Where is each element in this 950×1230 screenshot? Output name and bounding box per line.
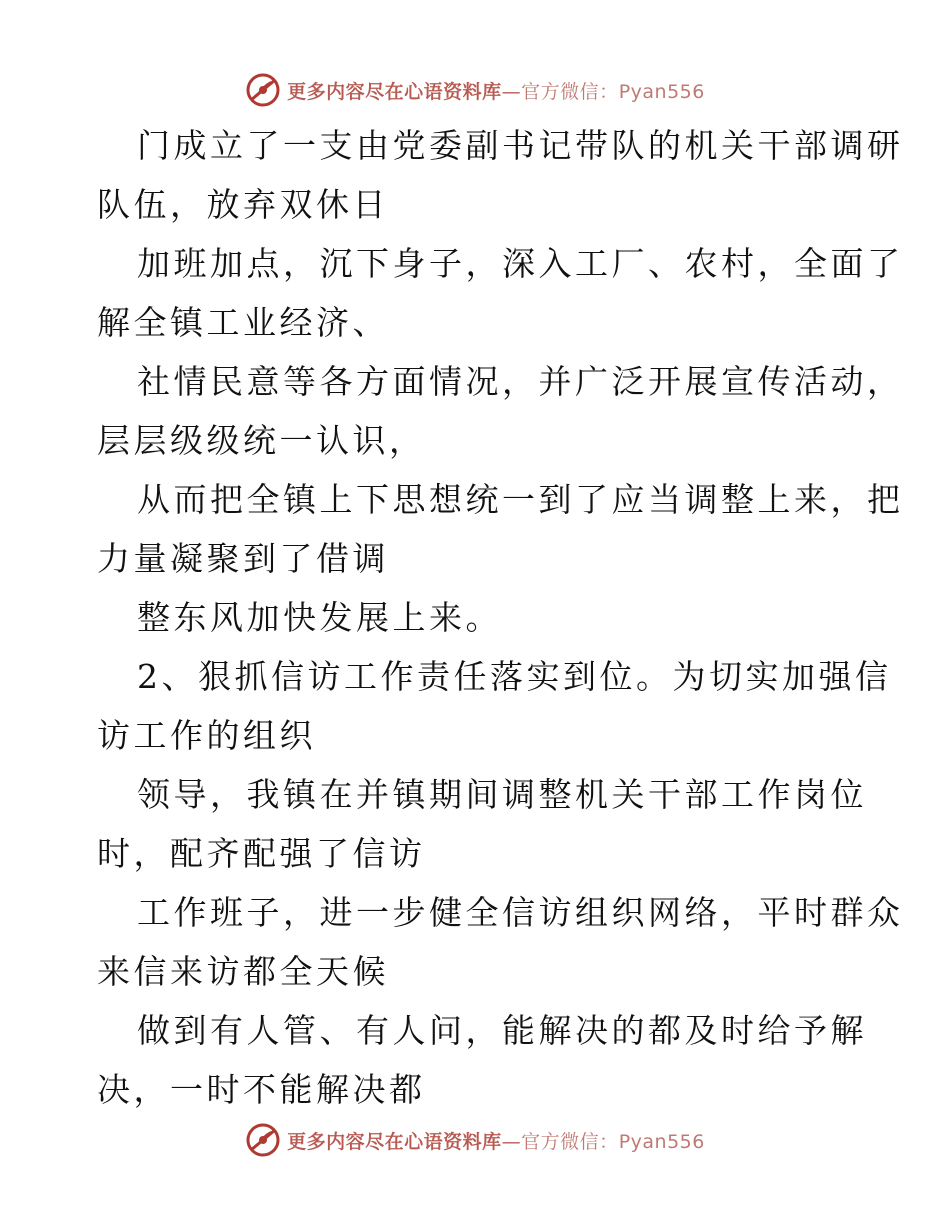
body-line: 社情民意等各方面情况，并广泛开展宣传活动，	[137, 362, 904, 401]
footer-official: 官方微信：	[521, 1130, 619, 1153]
body-line: 来信来访都全天候	[97, 952, 389, 991]
header-handle: Pyan556	[618, 80, 705, 103]
body-line: 加班加点，沉下身子，深入工厂、农村，全面了	[137, 244, 904, 283]
body-line: 层层级级统一认识，	[97, 421, 426, 460]
footer-text	[287, 1127, 705, 1154]
body-line: 时，配齐配强了信访	[97, 834, 426, 873]
logo-icon	[245, 72, 281, 108]
footer-brand: 更多内容尽在心语资料库	[287, 1130, 502, 1153]
body-line: 力量凝聚到了借调	[97, 539, 389, 578]
body-line: 整东风加快发展上来。	[137, 598, 502, 637]
body-line: 领导，我镇在并镇期间调整机关干部工作岗位	[137, 775, 867, 814]
body-line: 决，一时不能解决都	[97, 1070, 426, 1109]
header-banner	[0, 70, 950, 110]
body-line: 工作班子，进一步健全信访组织网络，平时群众	[137, 893, 904, 932]
body-line: 访工作的组织	[97, 716, 316, 755]
logo-icon	[245, 1122, 281, 1158]
header-official: 官方微信：	[521, 80, 619, 103]
document-body	[97, 116, 904, 1119]
body-line: 做到有人管、有人问，能解决的都及时给予解	[137, 1011, 867, 1050]
body-line: 队伍，放弃双休日	[97, 185, 389, 224]
header-separator: —	[501, 80, 522, 103]
footer-separator: —	[501, 1130, 522, 1153]
footer-handle: Pyan556	[618, 1130, 705, 1153]
body-line: 2、狠抓信访工作责任落实到位。为切实加强信	[137, 657, 892, 696]
body-line: 从而把全镇上下思想统一到了应当调整上来，把	[137, 480, 904, 519]
body-line: 解全镇工业经济、	[97, 303, 389, 342]
header-text	[287, 77, 705, 104]
body-line: 门成立了一支由党委副书记带队的机关干部调研	[137, 126, 904, 165]
header-brand: 更多内容尽在心语资料库	[287, 80, 502, 103]
footer-banner	[0, 1120, 950, 1160]
